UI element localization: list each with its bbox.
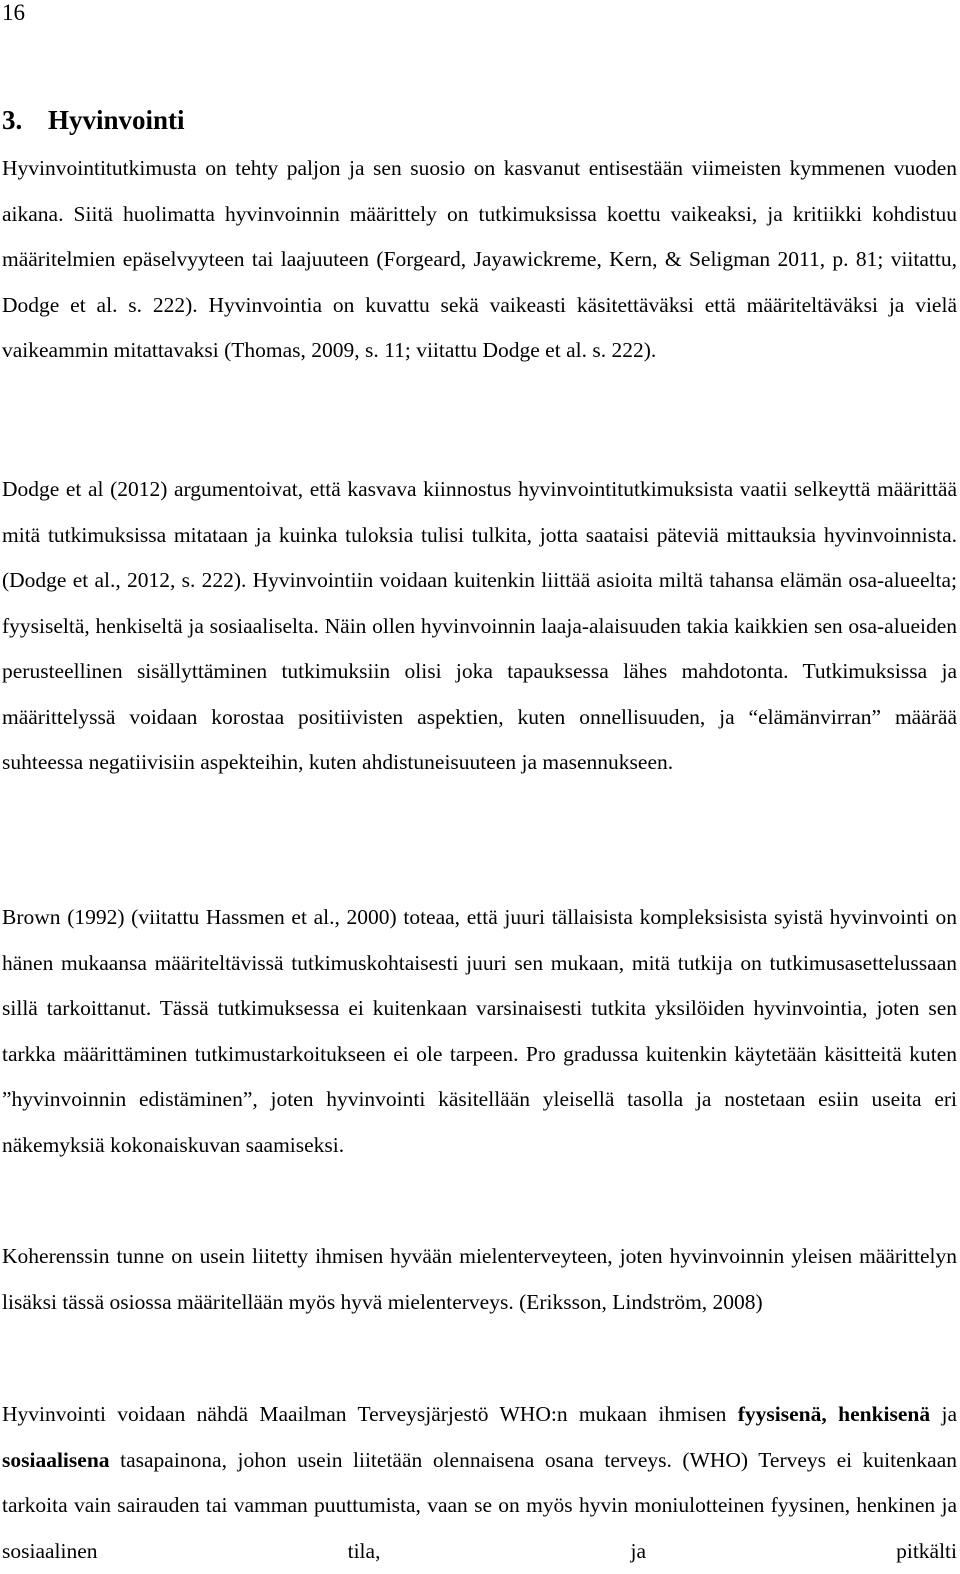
- paragraph-who-definition: [2, 1392, 957, 1574]
- who-text-end: tasapainona, johon usein liitetään olennaisena osana terveys. (WHO) Terveys ei kuitenkaan tarkoita vain sairauden tai vamman puuttumista, vaan se on myös hyvin moniulotteinen fyysinen, henkinen ja sosiaalinen tila, ja pitkälti: [2, 1447, 957, 1563]
- emphasis-social: sosiaalisena: [2, 1447, 110, 1472]
- paragraph-coherence: Koherenssin tunne on usein liitetty ihmisen hyvään mielenterveyteen, joten hyvinvoinnin yleisen määrittelyn lisäksi tässä osiossa määritellään myös hyvä mielenterveys. (Eriksson, Lindström, 2008): [2, 1244, 957, 1314]
- who-text-and: ja: [930, 1402, 957, 1426]
- chapter-heading: [2, 104, 185, 136]
- paragraph-wellbeing-research: Hyvinvointitutkimusta on tehty paljon ja sen suosio on kasvanut entisestään viimeisten kymmenen vuoden aikana. Siitä huolimatta hyvinvoinnin määrittely on tutkimuksissa koettu vaikeaksi, ja kritiikki kohdistuu määritelmien epäselvyyteen tai laajuuteen (Forgeard, Jayawickreme, Kern, & Seligman 2011, p. 81; viitattu, Dodge et al. s. 222). Hyvinvointia on kuvattu sekä vaikeasti käsitettäväksi että määriteltäväksi ja vielä vaikeammin mitattavaksi (Thomas, 2009, s. 11; viitattu Dodge et al. s. 222).: [2, 156, 957, 362]
- chapter-title: Hyvinvointi: [48, 105, 185, 135]
- paragraph-dodge-et-al: Dodge et al (2012) argumentoivat, että kasvava kiinnostus hyvinvointitutkimuksista vaatii selkeyttä määrittää mitä tutkimuksissa mitataan ja kuinka tuloksia tulisi tulkita, jotta saataisi päteviä mittauksia hyvinvoinnista. (Dodge et al., 2012, s. 222). Hyvinvointiin voidaan kuitenkin liittää asioita miltä tahansa elämän osa-alueelta; fyysiseltä, henkiseltä ja sosiaaliselta. Näin ollen hyvinvoinnin laaja-alaisuuden takia kaikkien sen osa-alueiden perusteellinen sisällyttäminen tutkimuksiin olisi joka tapauksessa lähes mahdotonta. Tutkimuksissa ja määrittelyssä voidaan korostaa positiivisten aspektien, kuten onnellisuuden, ja “elämänvirran” määrää suhteessa negatiivisiin aspekteihin, kuten ahdistuneisuuteen ja masennukseen.: [2, 477, 957, 774]
- paragraph-brown-1992: Brown (1992) (viitattu Hassmen et al., 2000) toteaa, että juuri tällaisista kompleksisista syistä hyvinvointi on hänen mukaansa määriteltävissä tutkimuskohtaisesti juuri sen mukaan, mitä tutkija on tutkimusasettelussaan sillä tarkoittanut. Tässä tutkimuksessa ei kuitenkaan varsinaisesti tutkita yksilöiden hyvinvointia, joten sen tarkka määrittäminen tutkimustarkoitukseen ei ole tarpeen. Pro gradussa kuitenkin käytetään käsitteitä kuten ”hyvinvoinnin edistäminen”, joten hyvinvointi käsitellään yleisellä tasolla ja nostetaan esiin useita eri näkemyksiä kokonaiskuvan saamiseksi.: [2, 905, 957, 1157]
- chapter-number: 3.: [2, 105, 23, 135]
- emphasis-physical-mental: fyysisenä, henkisenä: [737, 1402, 931, 1426]
- who-text-start: Hyvinvointi voidaan nähdä Maailman Terveysjärjestö WHO:n mukaan ihmisen: [2, 1402, 738, 1426]
- page-number: 16: [2, 0, 25, 25]
